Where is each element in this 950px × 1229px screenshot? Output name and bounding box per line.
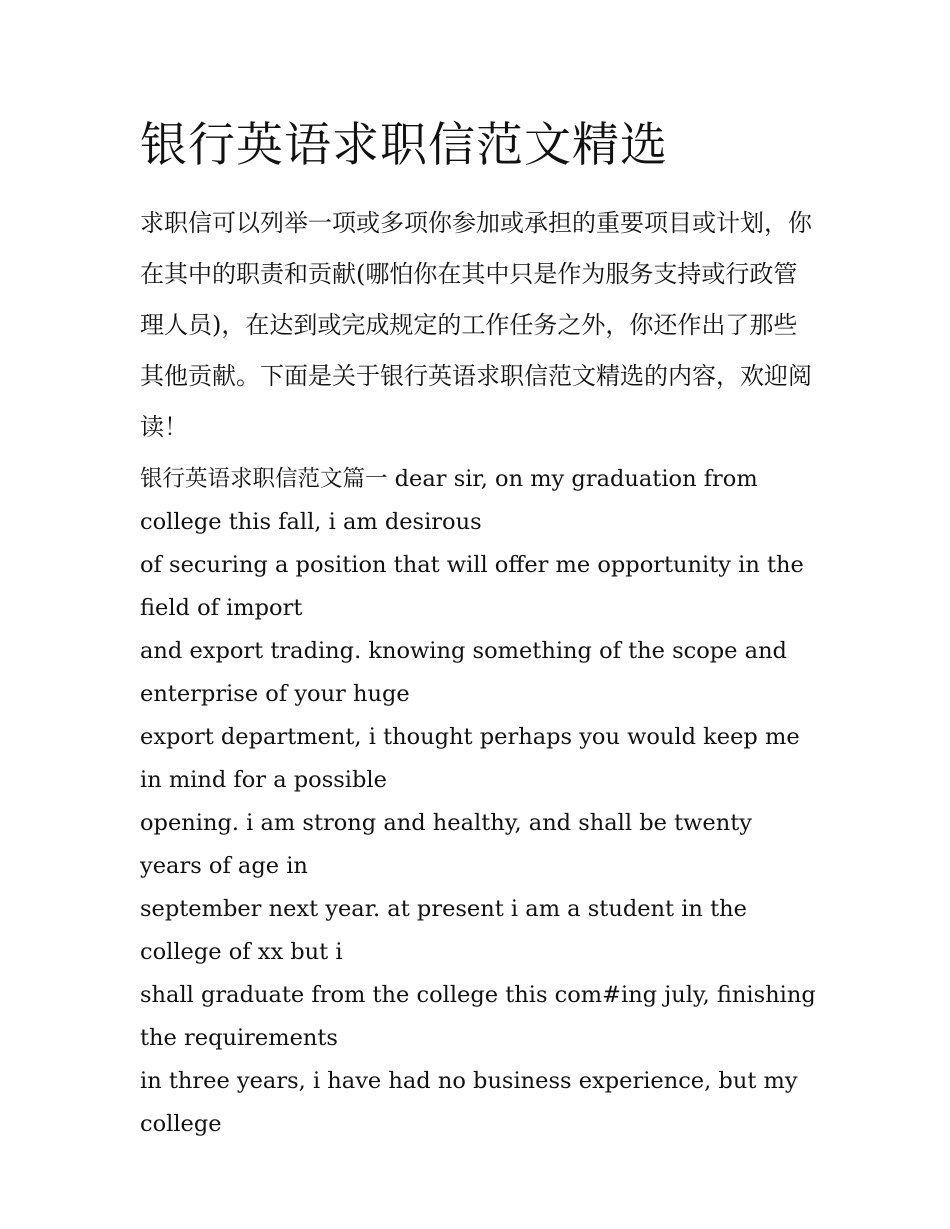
letter-line: and export trading. knowing something of the scope and enterprise of your huge <box>140 638 787 707</box>
document-page <box>140 110 820 1146</box>
letter-body <box>140 458 820 1146</box>
intro-paragraph: 求职信可以列举一项或多项你参加或承担的重要项目或计划，你在其中的职责和贡献(哪怕你在其中只是作为服务支持或行政管理人员)，在达到或完成规定的工作任务之外，你还作出了那些其他贡献。下面是关于银行英语求职信范文精选的内容，欢迎阅读！ <box>140 209 812 441</box>
letter-line: in three years, i have had no business experience, but my college <box>140 1068 798 1137</box>
letter-line: 银行英语求职信范文篇一 dear sir, on my graduation from college this fall, i am desirous <box>140 466 758 535</box>
letter-line: of securing a position that will offer me opportunity in the field of import <box>140 552 804 621</box>
document-title: 银行英语求职信范文精选 <box>140 118 668 173</box>
letter-line: export department, i thought perhaps you would keep me in mind for a possible <box>140 724 800 793</box>
letter-line: shall graduate from the college this com#ing july, finishing the requirements <box>140 982 816 1051</box>
letter-line: opening. i am strong and healthy, and shall be twenty years of age in <box>140 810 752 879</box>
letter-line: september next year. at present i am a student in the college of xx but i <box>140 896 747 965</box>
